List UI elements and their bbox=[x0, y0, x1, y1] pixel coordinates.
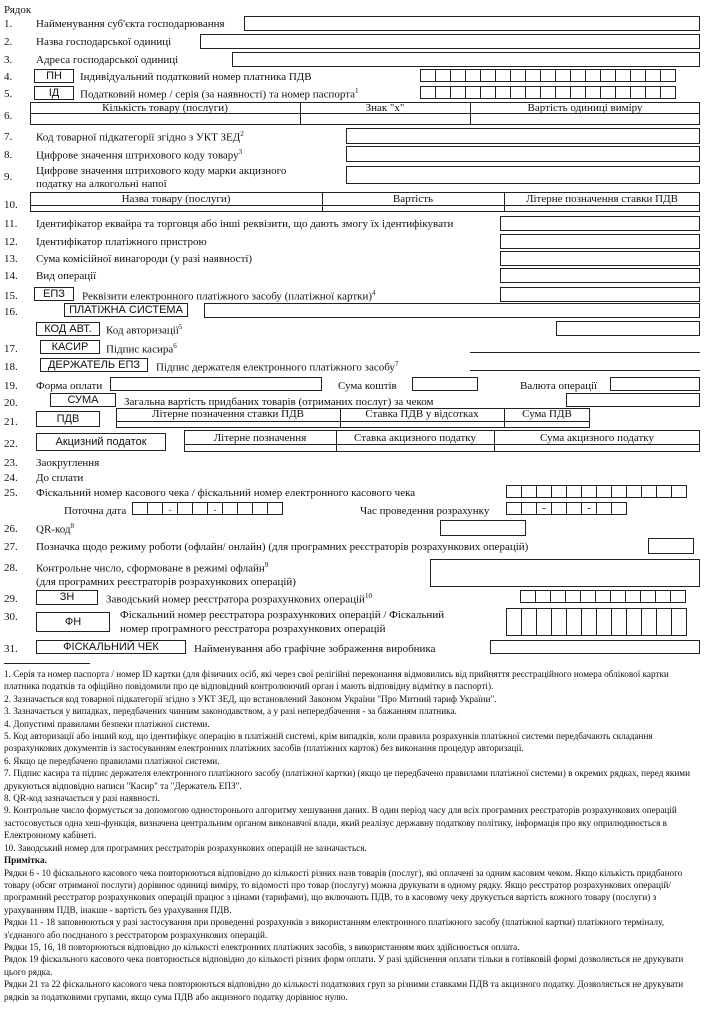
row-number: 24. bbox=[4, 472, 18, 484]
unit-address-field[interactable] bbox=[232, 52, 700, 67]
footnote-ref: 10 bbox=[364, 592, 372, 600]
manufacturer-field[interactable] bbox=[490, 640, 700, 654]
to-pay-label: До сплати bbox=[36, 472, 84, 484]
fiscal-number-label-line1: Фіскальний номер реєстратора розрахункових операцій / Фіскальний bbox=[120, 609, 445, 621]
total-box: СУМА bbox=[50, 393, 116, 407]
footnote-ref: 3 bbox=[238, 148, 243, 156]
cardholder-box: ДЕРЖАТЕЛЬ ЕПЗ bbox=[40, 358, 148, 372]
receipt-fiscal-number-cells[interactable] bbox=[506, 485, 686, 498]
row-number: 27. bbox=[4, 541, 18, 553]
footnote-ref: 4 bbox=[372, 289, 376, 297]
entity-name-field[interactable] bbox=[244, 16, 700, 31]
control-number-label: Контрольне число, сформоване в режимі офлайн bbox=[36, 562, 265, 575]
qr-code-label: QR-код bbox=[36, 523, 71, 536]
goods-name-header: Назва товару (послуги) bbox=[121, 193, 231, 205]
row-5-label: Податковий номер / серія (за наявності) та номер паспорта bbox=[80, 88, 356, 101]
footnotes bbox=[4, 668, 702, 1003]
payment-form-field[interactable] bbox=[110, 377, 322, 391]
footnote-ref: 5 bbox=[178, 323, 183, 331]
acquirer-id-field[interactable] bbox=[500, 216, 700, 231]
serial-number-cells[interactable] bbox=[520, 590, 685, 603]
row-number: 20. bbox=[4, 397, 18, 409]
row-number: 11. bbox=[4, 218, 18, 230]
row-number: 14. bbox=[4, 270, 18, 282]
amount-label: Сума коштів bbox=[338, 380, 397, 392]
unit-name-field[interactable] bbox=[200, 34, 700, 49]
vat-sum-header: Сума ПДВ bbox=[522, 408, 572, 420]
total-field[interactable] bbox=[566, 393, 700, 407]
row-number: 5. bbox=[4, 88, 13, 100]
current-date-label: Поточна дата bbox=[64, 505, 127, 517]
footnote-ref: 8 bbox=[70, 522, 75, 530]
footnote-ref: 6 bbox=[173, 342, 177, 350]
ukt-zed-code-field[interactable] bbox=[346, 128, 700, 144]
date-separator: . bbox=[162, 502, 178, 515]
row-number: 16. bbox=[4, 306, 18, 318]
footnote-ref: 9 bbox=[264, 561, 269, 569]
row-header: Рядок bbox=[4, 4, 32, 16]
excise-sum-header: Сума акцизного податку bbox=[540, 432, 654, 444]
vat-box: ПДВ bbox=[36, 411, 100, 427]
work-mode-field[interactable] bbox=[648, 538, 694, 554]
row-number: 25. bbox=[4, 487, 18, 499]
zn-box: ЗН bbox=[36, 590, 98, 605]
row-number: 10. bbox=[4, 199, 18, 211]
excise-box: Акцизний податок bbox=[36, 433, 166, 451]
vat-letter-header: Літерне позначення ставки ПДВ bbox=[152, 408, 304, 420]
footnote-6: 6. Якщо це передбачено правилами платіжної системи. bbox=[4, 755, 220, 766]
row-number: 8. bbox=[4, 149, 13, 161]
row-7-label: Код товарної підкатегорії згідно з УКТ ЗЕД bbox=[36, 131, 241, 144]
row-number: 31. bbox=[4, 643, 18, 655]
footnote-9: 9. Контрольне число формується за допомогою односторонього алгоритму хешування даних. В один період часу для всіх програмних реєстраторів розрахункових операцій застосовується одна хеш-функція, визначена центральним органом виконавчої влади, який реалізує державну податкову політику, інформація про яку оприлюднюється в Електронному кабінеті. bbox=[4, 805, 677, 841]
row-number: 30. bbox=[4, 611, 18, 623]
commission-field[interactable] bbox=[500, 251, 700, 266]
cashier-signature-line[interactable] bbox=[470, 352, 700, 353]
goods-cost-header: Вартість bbox=[392, 193, 434, 205]
epz-code-box: ЕПЗ bbox=[34, 287, 74, 301]
footnote-divider bbox=[4, 663, 90, 664]
auth-code-box: КОД АВТ. bbox=[36, 322, 100, 336]
control-number-note: (для програмних реєстраторів розрахункових операцій) bbox=[36, 576, 296, 588]
footnote-8: 8. QR-код зазначається у разі наявності. bbox=[4, 793, 160, 804]
row-number: 2. bbox=[4, 36, 13, 48]
row-number: 18. bbox=[4, 361, 18, 373]
currency-label: Валюта операції bbox=[520, 380, 598, 392]
rounding-label: Заокруглення bbox=[36, 457, 100, 469]
row-number: 22. bbox=[4, 438, 18, 450]
row-1-label: Найменування суб'єкта господарювання bbox=[36, 18, 225, 30]
operation-type-field[interactable] bbox=[500, 268, 700, 283]
footnote-5: 5. Код авторизації або інший код, що ідентифікує операцію в платіжній системі, крім випадків, коли правила розрахунків платіжної системи передбачають складання розрахункових документів із застосуванням електронних платіжних засобів (платіжних карток) без виконання процедур авторизації. bbox=[4, 731, 653, 754]
fiscal-receipt-box: ФІСКАЛЬНИЙ ЧЕК bbox=[36, 640, 186, 654]
row-number: 21. bbox=[4, 416, 18, 428]
cashier-signature-label: Підпис касира bbox=[106, 343, 174, 356]
times-sign-header: Знак "х" bbox=[365, 102, 405, 114]
row-9-label-line2: податку на алкогольні напої bbox=[36, 178, 167, 190]
currency-field[interactable] bbox=[610, 377, 700, 391]
row-11-label: Ідентифікатор еквайра та торговця або інші реквізити, що дають змогу їх ідентифікувати bbox=[36, 218, 454, 230]
fiscal-number-label-line2: номер програмного реєстратора розрахункових операцій bbox=[120, 623, 386, 635]
passport-cells[interactable] bbox=[420, 86, 675, 99]
note-title: Примітка. bbox=[4, 855, 47, 866]
payment-form-label: Форма оплати bbox=[36, 380, 103, 392]
cardholder-signature-label: Підпис держателя електронного платіжного засобу bbox=[156, 361, 395, 374]
payment-system-field[interactable] bbox=[204, 303, 700, 318]
row-number: 23. bbox=[4, 457, 18, 469]
quantity-header: Кількість товару (послуги) bbox=[102, 102, 228, 114]
row-3-label: Адреса господарської одиниці bbox=[36, 54, 179, 66]
row-13-label: Сума комісійної винагороди (у разі наявності) bbox=[36, 253, 253, 265]
excise-stamp-barcode-field[interactable] bbox=[346, 166, 700, 184]
row-number: 19. bbox=[4, 380, 18, 392]
row-number: 7. bbox=[4, 131, 13, 143]
row-number: 4. bbox=[4, 71, 13, 83]
payment-time-label: Час проведення розрахунку bbox=[360, 505, 490, 517]
note-paragraph: Рядки 21 та 22 фіскального касового чека повторюються відповідно до кількості податкових груп за різними ставками ПДВ та акцизного податку. Дозволяється не друкувати рядків за податковими групами, якщо сума ПДВ або акцизного податку дорівнює нулю. bbox=[4, 979, 684, 1002]
cashier-box: КАСИР bbox=[40, 340, 100, 354]
row-number: 6. bbox=[4, 110, 13, 122]
row-number: 17. bbox=[4, 343, 18, 355]
footnote-2: 2. Зазначається код товарної підкатегорії згідно з УКТ ЗЕД, що встановлений Законом України "Про Митний тариф України". bbox=[4, 693, 497, 704]
fiscal-number-cells[interactable] bbox=[506, 608, 686, 636]
excise-letter-header: Літерне позначення bbox=[213, 432, 307, 444]
control-number-field[interactable] bbox=[430, 559, 700, 587]
auth-code-label: Код авторизації bbox=[106, 324, 179, 337]
note-paragraph: Рядки 6 - 10 фіскального касового чека повторюються відповідно до кількості різних назв товарів (послуг), які оплачені за одним касовим чеком. Якщо кількість придбаного товару (обсяг отриманої послуги) дорівнює одиниці виміру, то відомості про товар (послугу) можна друкувати в одному рядку. Якщо реєстратор розрахункових операцій/програмний реєстратор розрахункових операцій працює з цінами (тарифами), що включають ПДВ, то в касовому чеку друкується вартість кожного товару (послуги) з урахуванням ПДВ, інакше - вартість без урахування ПДВ. bbox=[4, 867, 683, 915]
manufacturer-label: Найменування або графічне зображення виробника bbox=[194, 643, 436, 655]
excise-rate-header: Ставка акцизного податку bbox=[354, 432, 476, 444]
row-12-label: Ідентифікатор платіжного пристрою bbox=[36, 236, 207, 248]
time-separator: - bbox=[536, 502, 552, 515]
id-code-box: ІД bbox=[34, 86, 74, 100]
time-separator: - bbox=[581, 502, 597, 515]
footnote-10: 10. Заводський номер для програмних реєстраторів розрахункових операцій не зазначається. bbox=[4, 842, 367, 853]
pn-code-box: ПН bbox=[34, 69, 74, 83]
barcode-field[interactable] bbox=[346, 146, 700, 162]
footnote-4: 4. Допустимі правилами безпеки платіжної системи. bbox=[4, 718, 210, 729]
row-8-label: Цифрове значення штрихового коду товару bbox=[36, 149, 239, 162]
date-separator: . bbox=[207, 502, 223, 515]
footnote-1: 1. Серія та номер паспорта / номер ID картки (для фізичних осіб, які через свої релігійні переконання відмовились від прийняття реєстраційного номера облікової картки платника податків та офіційно повідомили про це відповідний контролюючий орган і мають відповідну відмітку в паспорті). bbox=[4, 669, 669, 692]
serial-number-label: Заводський номер реєстратора розрахункових операцій bbox=[106, 593, 365, 606]
receipt-fiscal-number-label: Фіскальний номер касового чека / фіскальний номер електронного касового чека bbox=[36, 487, 416, 499]
row-number: 29. bbox=[4, 593, 18, 605]
row-14-label: Вид операції bbox=[36, 270, 97, 282]
row-number: 13. bbox=[4, 253, 18, 265]
row-4-label: Індивідуальний податковий номер платника ПДВ bbox=[80, 71, 312, 83]
note-paragraph: Рядок 19 фіскального касового чека повторюється відповідно до кількості різних форм оплати. У разі здійснення оплати тільки в готівковій формі дозволяється не друкувати цього рядка. bbox=[4, 954, 684, 977]
amount-field[interactable] bbox=[412, 377, 478, 391]
row-2-label: Назва господарської одиниці bbox=[36, 36, 172, 48]
cardholder-signature-line[interactable] bbox=[470, 370, 700, 371]
qr-code-field[interactable] bbox=[440, 520, 526, 536]
row-number: 3. bbox=[4, 54, 13, 66]
row-number: 9. bbox=[4, 171, 13, 183]
row-number: 12. bbox=[4, 236, 18, 248]
row-number: 28. bbox=[4, 562, 18, 574]
tax-number-cells[interactable] bbox=[420, 69, 675, 82]
card-details-field[interactable] bbox=[500, 287, 700, 302]
total-label: Загальна вартість придбаних товарів (отриманих послуг) за чеком bbox=[124, 396, 434, 408]
vat-letter-header: Літерне позначення ставки ПДВ bbox=[526, 193, 678, 205]
row-9-label-line1: Цифрове значення штрихового коду марки акцизного bbox=[36, 165, 287, 177]
unit-price-header: Вартість одиниці виміру bbox=[527, 102, 643, 114]
work-mode-label: Позначка щодо режиму роботи (офлайн/ онлайн) (для програмних реєстраторів розрахункових операцій) bbox=[36, 541, 529, 553]
auth-code-field[interactable] bbox=[556, 321, 700, 336]
device-id-field[interactable] bbox=[500, 234, 700, 249]
fn-box: ФН bbox=[36, 612, 110, 632]
footnote-7: 7. Підпис касира та підпис держателя електронного платіжного засобу (платіжної картки) (якщо це передбачено правилами платіжної системи) в окремих рядках, перед якими друкуються відповідно написи "Касир" та "Держатель ЕПЗ". bbox=[4, 768, 690, 791]
vat-rate-header: Ставка ПДВ у відсотках bbox=[365, 408, 479, 420]
row-number: 15. bbox=[4, 290, 18, 302]
footnote-ref: 2 bbox=[240, 130, 244, 138]
row-15-label: Реквізити електронного платіжного засобу (платіжної картки) bbox=[82, 290, 373, 303]
time-cells[interactable] bbox=[506, 502, 626, 515]
date-cells[interactable] bbox=[132, 502, 282, 515]
note-paragraph: Рядки 15, 16, 18 повторюються відповідно до кількості електронних платіжних засобів, з використанням яких здійснюється оплата. bbox=[4, 941, 520, 952]
footnote-ref: 7 bbox=[394, 360, 399, 368]
row-number: 1. bbox=[4, 18, 13, 30]
payment-system-box: ПЛАТІЖНА СИСТЕМА bbox=[64, 303, 188, 317]
footnote-ref: 1 bbox=[355, 87, 359, 95]
row-number: 26. bbox=[4, 523, 18, 535]
note-paragraph: Рядки 11 - 18 заповнюються у разі застосування при проведенні розрахунків з використанням електронного платіжного засобу (платіжної картки) платіжного терміналу, з'єднаного або поєднаного з реєстратором розрахункових операцій. bbox=[4, 917, 665, 940]
footnote-3: 3. Зазначається у випадках, передбачених чинним законодавством, а у разі непередбачення - за бажанням платника. bbox=[4, 706, 457, 717]
